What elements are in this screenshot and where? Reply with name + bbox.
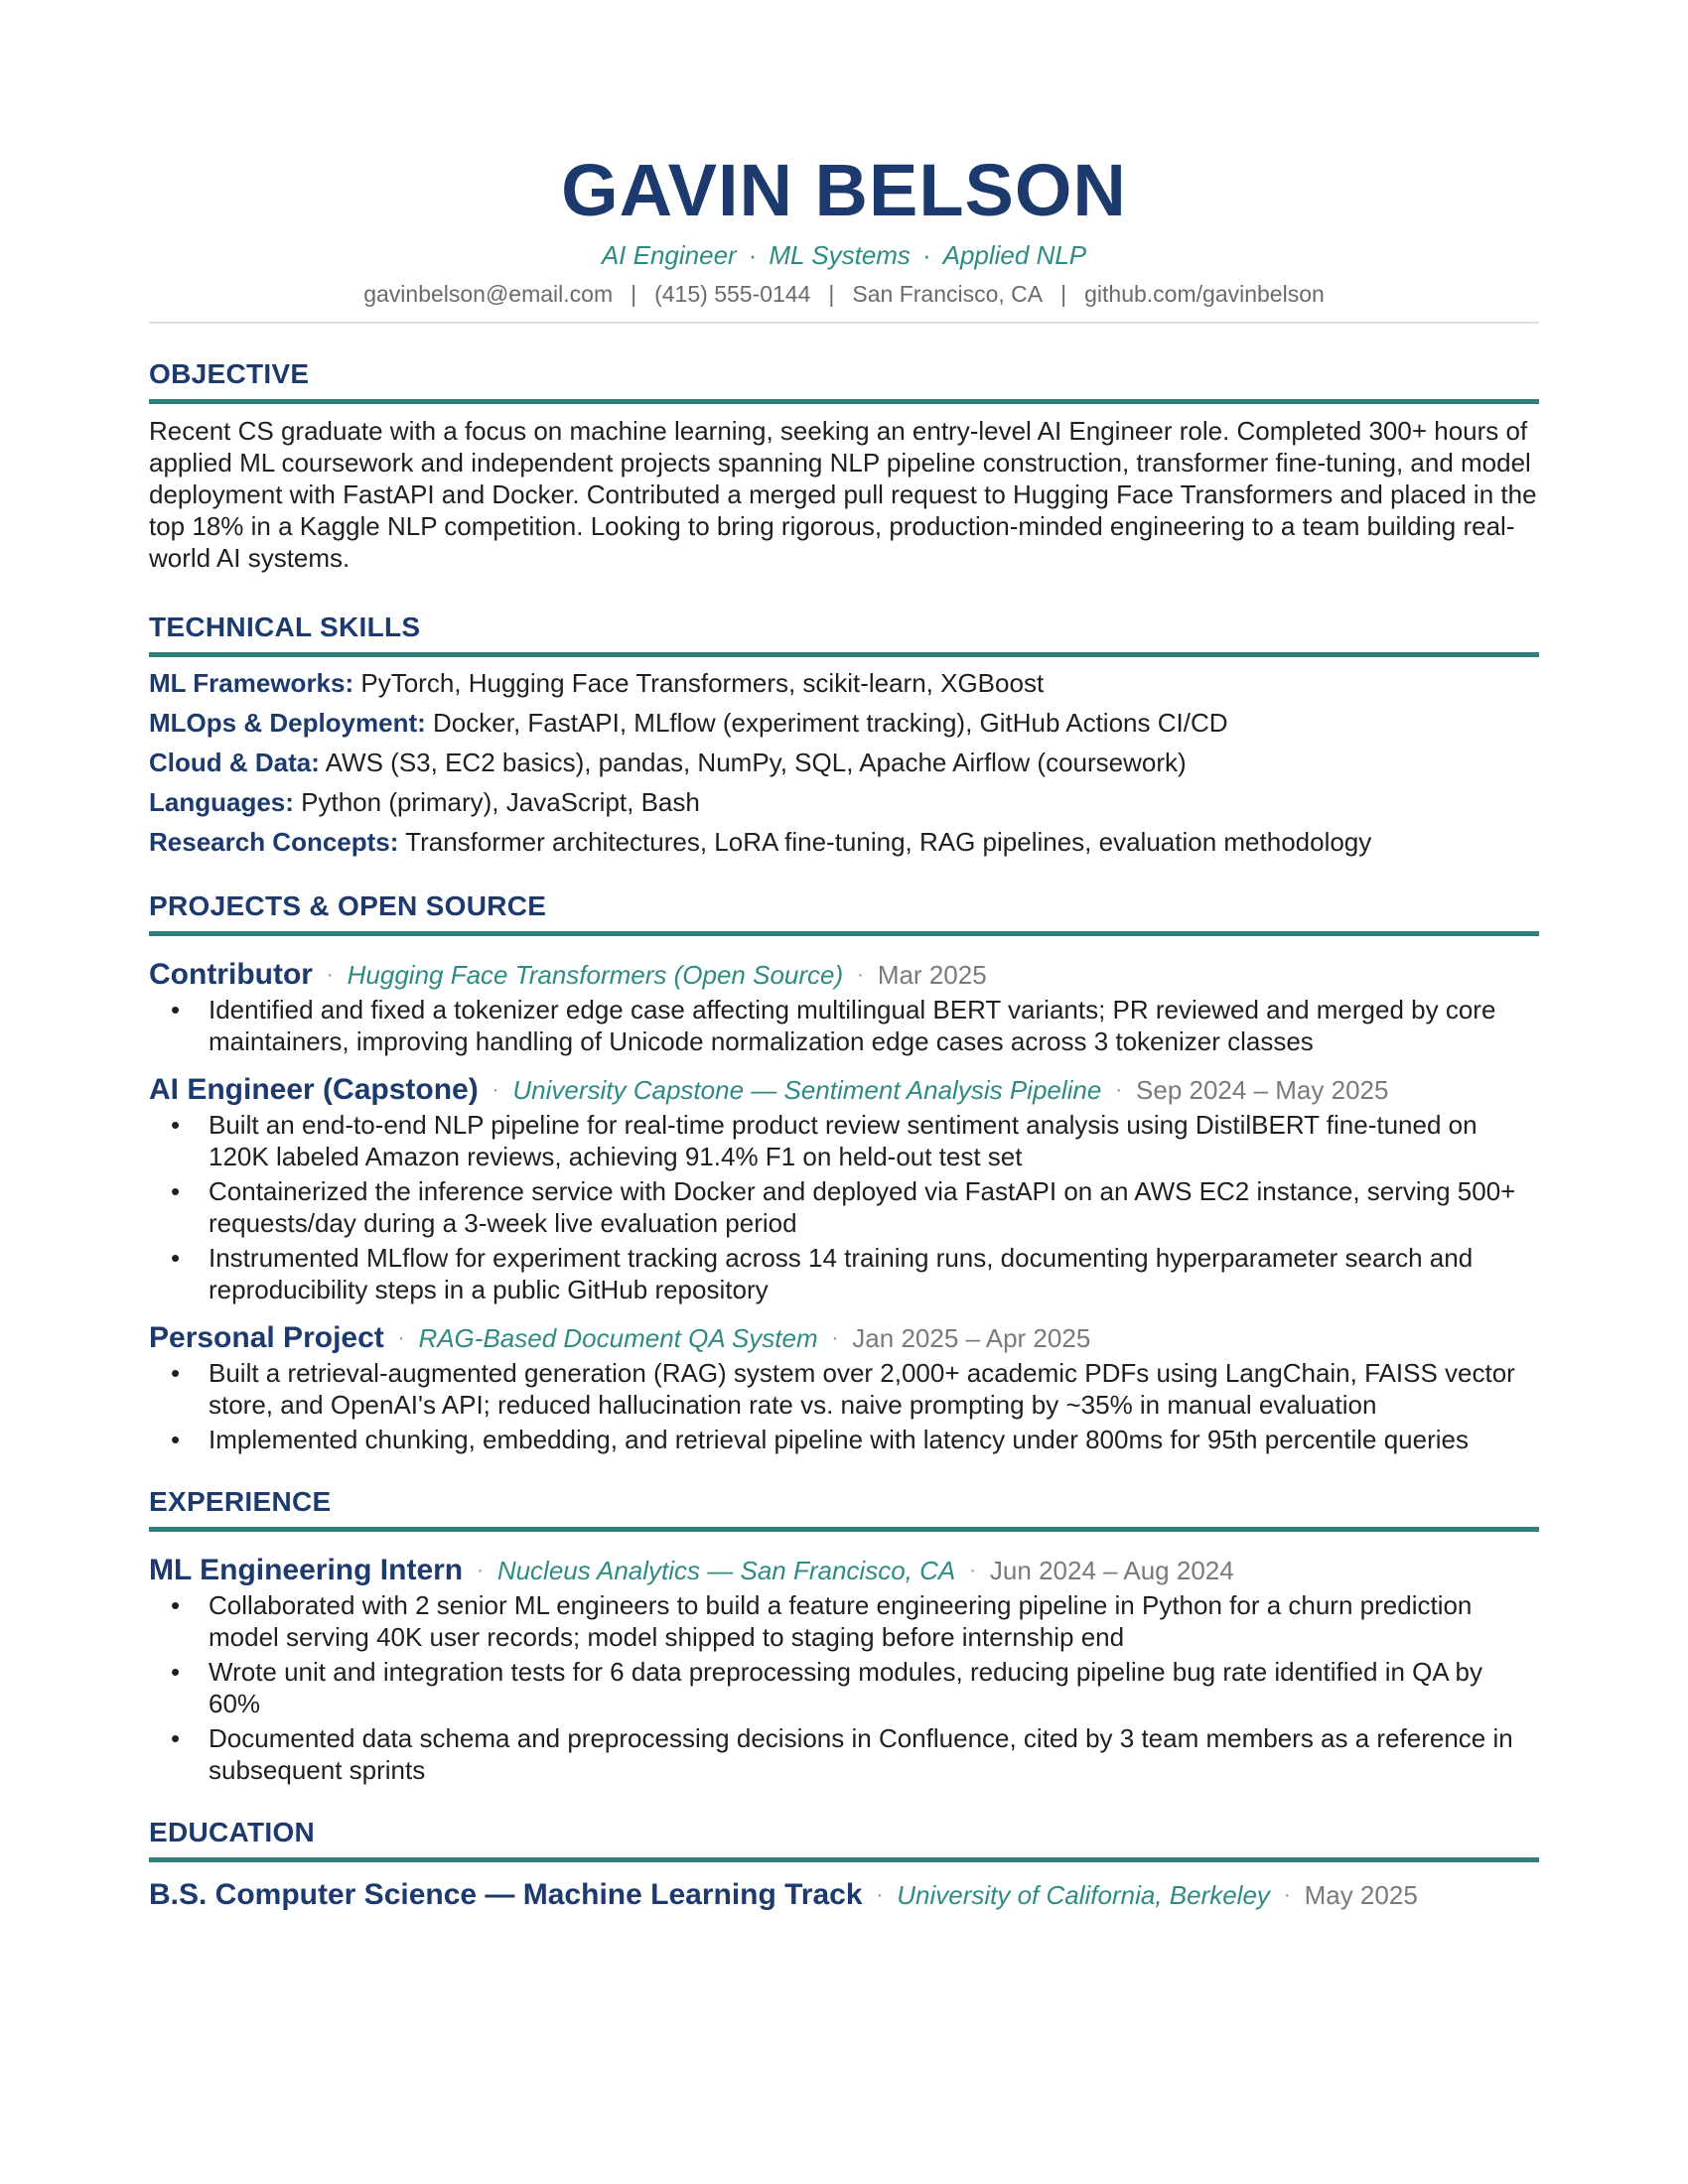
candidate-name: GAVIN BELSON — [561, 149, 1127, 231]
entry-role: Contributor — [149, 958, 313, 991]
skill-label: Languages: — [149, 787, 294, 817]
bullet-item: • Wrote unit and integration tests for 6 data preprocessing modules, reducing pipeline bug rate identified in QA by 60% — [149, 1656, 1539, 1719]
bullet-item: • Built an end-to-end NLP pipeline for real-time product review sentiment analysis using DistilBERT fine-tuned on 120K labeled Amazon reviews, achieving 91.4% F1 on held-out test set — [149, 1109, 1539, 1172]
section-title: EXPERIENCE — [149, 1486, 332, 1517]
skills-list — [149, 663, 1539, 862]
contact-separator: | — [631, 281, 637, 307]
entry-separator: · — [857, 964, 864, 986]
entry-separator: · — [326, 964, 334, 986]
skill-label: MLOps & Deployment: — [149, 708, 426, 738]
bullet-item: • Instrumented MLflow for experiment tracking across 14 training runs, documenting hyperparameter search and reproducibility steps in a public GitHub repository — [149, 1242, 1539, 1305]
project-entry — [149, 1321, 1539, 1455]
section-divider — [149, 931, 1539, 936]
section-title: OBJECTIVE — [149, 358, 310, 389]
entry-organization: University Capstone — Sentiment Analysis Pipeline — [512, 1075, 1102, 1105]
section-divider — [149, 399, 1539, 404]
education-entry — [149, 1878, 1539, 1912]
section-title: TECHNICAL SKILLS — [149, 612, 421, 642]
entry-date: Jan 2025 – Apr 2025 — [852, 1323, 1091, 1353]
degree-title: B.S. Computer Science — Machine Learning Track — [149, 1878, 863, 1911]
entry-organization: Nucleus Analytics — San Francisco, CA — [496, 1556, 956, 1585]
projects-section — [149, 889, 1539, 1455]
tagline-separator: · — [921, 240, 931, 270]
entry-organization: Hugging Face Transformers (Open Source) — [347, 960, 844, 990]
experience-entry — [149, 1554, 1539, 1786]
bullet-item: • Collaborated with 2 senior ML engineers to build a feature engineering pipeline in Python for a churn prediction model serving 40K user records; model shipped to staging before internship end — [149, 1589, 1539, 1653]
tagline-item: Applied NLP — [942, 240, 1087, 270]
contact-separator: | — [1060, 281, 1067, 307]
entry-bullets — [149, 1357, 1539, 1455]
entry-separator: · — [1283, 1884, 1291, 1906]
skill-row — [149, 782, 1539, 822]
graduation-date: May 2025 — [1304, 1880, 1418, 1910]
entry-separator: · — [492, 1079, 499, 1101]
skills-section — [149, 611, 1539, 862]
skill-row — [149, 822, 1539, 862]
entry-separator: · — [876, 1884, 884, 1906]
section-title: EDUCATION — [149, 1817, 316, 1847]
resume-header — [149, 0, 1539, 324]
entry-separator: · — [477, 1560, 484, 1581]
bullet-item: • Implemented chunking, embedding, and retrieval pipeline with latency under 800ms for 95th percentile queries — [149, 1424, 1539, 1455]
tagline — [149, 240, 1539, 270]
skill-row — [149, 703, 1539, 743]
contact-phone: (415) 555-0144 — [654, 281, 811, 307]
entry-role: ML Engineering Intern — [149, 1554, 464, 1586]
entry-heading — [149, 1878, 1539, 1912]
skill-row — [149, 663, 1539, 703]
entry-separator: · — [831, 1327, 839, 1349]
skill-label: Research Concepts: — [149, 827, 399, 857]
entry-role: Personal Project — [149, 1321, 384, 1354]
tagline-item: ML Systems — [769, 240, 911, 270]
contact-line — [149, 280, 1539, 308]
entry-separator: · — [1115, 1079, 1123, 1101]
skill-value: PyTorch, Hugging Face Transformers, scikit-learn, XGBoost — [353, 668, 1045, 698]
entry-date: Sep 2024 – May 2025 — [1136, 1075, 1389, 1105]
bullet-item: • Containerized the inference service with Docker and deployed via FastAPI on an AWS EC2 instance, serving 500+ requests/day during a 3-week live evaluation period — [149, 1175, 1539, 1239]
entry-date: Jun 2024 – Aug 2024 — [989, 1556, 1234, 1585]
entry-role: AI Engineer (Capstone) — [149, 1073, 479, 1106]
contact-github[interactable]: github.com/gavinbelson — [1084, 281, 1325, 307]
skill-value: Transformer architectures, LoRA fine-tuning, RAG pipelines, evaluation methodology — [398, 827, 1372, 857]
section-divider — [149, 1857, 1539, 1862]
entry-separator: · — [969, 1560, 976, 1581]
experience-section — [149, 1485, 1539, 1786]
entry-bullets — [149, 1589, 1539, 1786]
skill-value: Python (primary), JavaScript, Bash — [293, 787, 700, 817]
objective-text: Recent CS graduate with a focus on machine learning, seeking an entry-level AI Engineer role. Completed 300+ hours of applied ML coursework and independent projects spanning NLP pipeline construction, transformer fine-tuning, and model deployment with FastAPI and Docker. Contributed a merged pull request to Hugging Face Transformers and placed in the top 18% in a Kaggle NLP competition. Looking to bring rigorous, production-minded engineering to a team building real-world AI systems. — [149, 416, 1537, 573]
bullet-item: • Identified and fixed a tokenizer edge case affecting multilingual BERT variants; PR reviewed and merged by core maintainers, improving handling of Unicode normalization edge cases across 3 tokenizer classes — [149, 994, 1539, 1057]
contact-location: San Francisco, CA — [852, 281, 1044, 307]
tagline-separator: · — [748, 240, 758, 270]
project-entry — [149, 1073, 1539, 1305]
entry-heading — [149, 1321, 1539, 1355]
contact-separator: | — [828, 281, 835, 307]
skill-value: AWS (S3, EC2 basics), pandas, NumPy, SQL, Apache Airflow (coursework) — [319, 748, 1187, 777]
entry-separator: · — [397, 1327, 405, 1349]
skill-row — [149, 743, 1539, 782]
institution-name: University of California, Berkeley — [897, 1880, 1270, 1910]
entry-bullets — [149, 994, 1539, 1057]
education-section — [149, 1816, 1539, 1912]
tagline-item: AI Engineer — [601, 240, 737, 270]
entry-heading — [149, 958, 1539, 992]
objective-section — [149, 357, 1539, 574]
entry-bullets — [149, 1109, 1539, 1305]
contact-email[interactable]: gavinbelson@email.com — [363, 281, 614, 307]
section-divider — [149, 1527, 1539, 1532]
skill-label: ML Frameworks: — [149, 668, 354, 698]
entry-heading — [149, 1073, 1539, 1107]
skill-label: Cloud & Data: — [149, 748, 320, 777]
entry-heading — [149, 1554, 1539, 1587]
bullet-item: • Documented data schema and preprocessing decisions in Confluence, cited by 3 team members as a reference in subsequent sprints — [149, 1722, 1539, 1786]
section-divider — [149, 652, 1539, 657]
header-divider — [149, 322, 1539, 324]
bullet-item: • Built a retrieval-augmented generation (RAG) system over 2,000+ academic PDFs using LangChain, FAISS vector store, and OpenAI's API; reduced hallucination rate vs. naive prompting by ~35% in manual evaluation — [149, 1357, 1539, 1421]
skill-value: Docker, FastAPI, MLflow (experiment tracking), GitHub Actions CI/CD — [425, 708, 1228, 738]
project-entry — [149, 958, 1539, 1057]
section-title: PROJECTS & OPEN SOURCE — [149, 890, 547, 921]
entry-date: Mar 2025 — [877, 960, 987, 990]
entry-organization: RAG-Based Document QA System — [418, 1323, 818, 1353]
